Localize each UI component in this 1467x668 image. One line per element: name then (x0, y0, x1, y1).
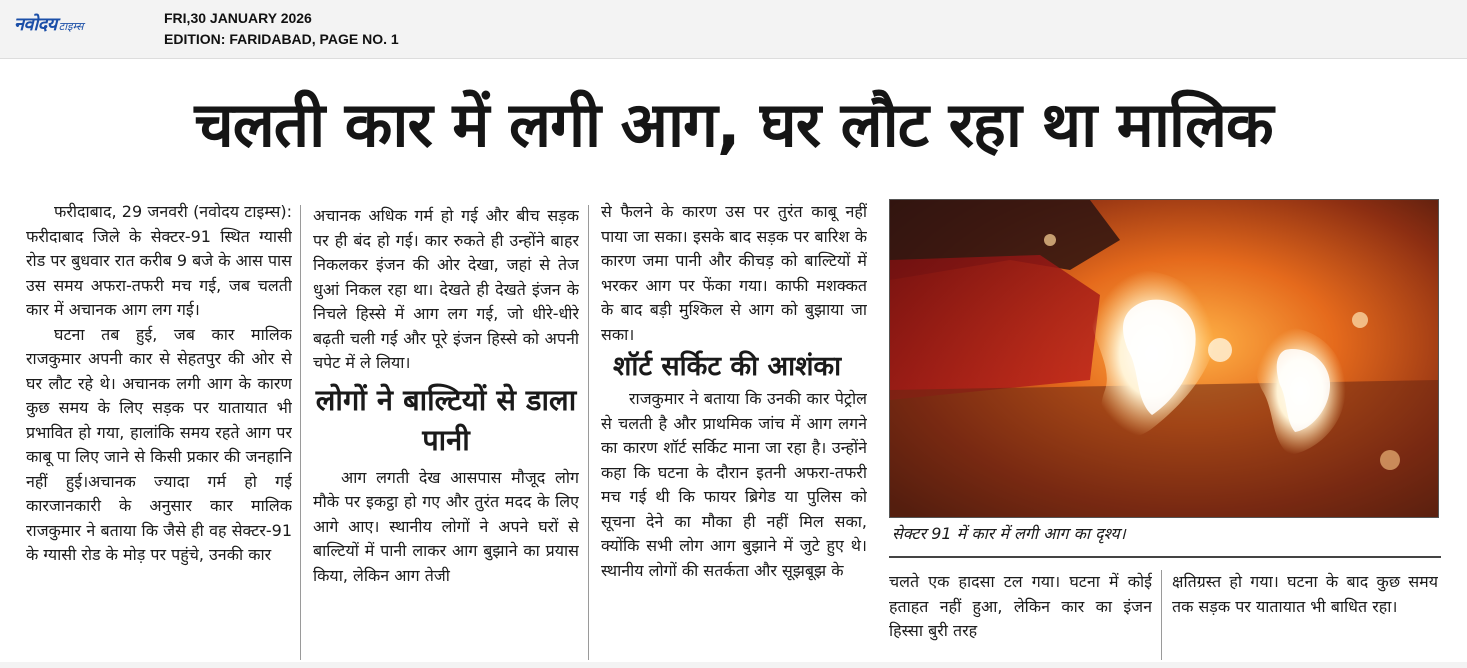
date-line: FRI,30 JANUARY 2026 (164, 10, 312, 26)
article-paragraph: राजकुमार ने बताया कि उनकी कार पेट्रोल से चलती है और प्राथमिक जांच में आग लगने का कारण शॉर्ट सर्किट माना जा रहा है। उन्होंने कहा कि घटना के दौरान इतनी अफरा-तफरी मच गई थी कि फायर ब्रिगेड या पुलिस को सूचना देने का मौका ही नहीं मिल सका, क्योंकि सभी लोग आग बुझाने में जुटे हुए थे। स्थानीय लोगों की सतर्कता और सूझबूझ के (601, 389, 867, 580)
article-column-2 (313, 204, 579, 664)
article-paragraph: फरीदाबाद, 29 जनवरी (नवोदय टाइम्स): फरीदाबाद जिले के सेक्टर-91 स्थित ग्यासी रोड पर बुधवार रात करीब 9 बजे के आस पास उस समय अफरा-तफरी मच गई, जब चलती कार में अचानक आग लग गई। (26, 202, 292, 319)
article-paragraph: घटना तब हुई, जब कार मालिक राजकुमार अपनी कार से सेहतपुर की ओर से घर लौट रहे थे। अचानक लगी आग के कारण कुछ समय के लिए सड़क पर यातायात भी प्रभावित हो गया, हालांकि समय रहते आग पर काबू पा लिए जाने से किसी प्रकार की जनहानि नहीं हुई।अचानक ज्यादा गर्म हो गई कारजानकारी के अनुसार कार मालिक राजकुमार ने बताया कि जैसे ही वह सेक्टर-91 के ग्यासी रोड के मोड़ पर पहुंचे, उनकी कार (26, 324, 292, 564)
logo-main-text: नवोदय (14, 14, 57, 35)
article-paragraph: चलते एक हादसा टल गया। घटना में कोई हताहत नहीं हुआ, लेकिन कार का इंजन हिस्सा बुरी तरह (889, 572, 1152, 640)
column-divider (300, 205, 301, 660)
edition-info (164, 8, 399, 50)
article-column-1 (26, 200, 292, 660)
fire-image-illustration (890, 200, 1438, 517)
masthead-bar (0, 0, 1467, 59)
newspaper-logo[interactable] (14, 12, 83, 42)
article-paragraph: अचानक अधिक गर्म हो गई और बीच सड़क पर ही बंद हो गई। कार रुकते ही उन्होंने बाहर निकलकर इंजन की ओर देखा, जहां से तेज धुआं निकल रहा था। देखते ही देखते इंजन के निचले हिस्से में आग लग गई, जो धीरे-धीरे बढ़ती चली गई और पूरे इंजन हिस्से को अपनी चपेट में ले लिया। (313, 206, 579, 372)
article-column-5 (1172, 570, 1438, 660)
section-rule (889, 556, 1441, 558)
article-headline: चलती कार में लगी आग, घर लौट रहा था मालिक (194, 88, 1273, 161)
logo-sub-text: टाइम्स (58, 20, 84, 33)
car-fire-photo[interactable] (889, 199, 1439, 518)
photo-caption: सेक्टर 91 में कार में लगी आग का दृश्य। (892, 524, 1126, 543)
column-divider (588, 205, 589, 660)
article-column-3 (601, 200, 867, 660)
subheading-short-circuit: शॉर्ट सर्किट की आशंका (613, 351, 842, 382)
column-divider (1161, 570, 1162, 660)
page-bottom-bar (0, 662, 1467, 668)
article-column-4 (889, 570, 1152, 660)
subheading-buckets: लोगों ने बाल्टियों से डाला पानी (315, 382, 577, 457)
article-paragraph: से फैलने के कारण उस पर तुरंत काबू नहीं पाया जा सका। इसके बाद सड़क पर बारिश के कारण जमा पानी और कीचड़ को बाल्टियों में भरकर आग पर फेंका गया। काफी मशक्कत के बाद बड़ी मुश्किल से आग को बुझाया जा सका। (601, 202, 867, 344)
article-paragraph: क्षतिग्रस्त हो गया। घटना के बाद कुछ समय तक सड़क पर यातायात भी बाधित रहा। (1172, 572, 1438, 616)
edition-line: EDITION: FARIDABAD, PAGE NO. 1 (164, 31, 399, 47)
article-paragraph: आग लगती देख आसपास मौजूद लोग मौके पर इकट्ठा हो गए और तुरंत मदद के लिए आगे आए। स्थानीय लोगों ने अपने घरों से बाल्टियों में पानी लाकर आग बुझाने का प्रयास किया, लेकिन आग तेजी (313, 467, 579, 585)
